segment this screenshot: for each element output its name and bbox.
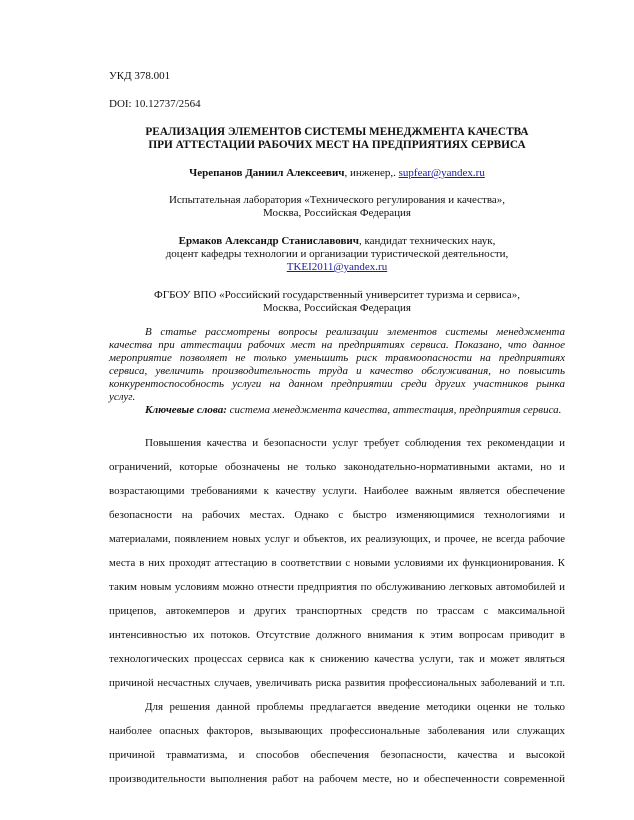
author-2-email-line [109,261,565,274]
author-1-affiliation-line-1: Испытательная лаборатория «Технического регулирования и качества», [168,194,506,206]
article-title-line-1: РЕАЛИЗАЦИЯ ЭЛЕМЕНТОВ СИСТЕМЫ МЕНЕДЖМЕНТА КАЧЕСТВА [145,126,529,138]
abstract-line: сервиса, увеличить производительность труда и качество обслуживания, но повысить [109,365,565,377]
body-line: ограничений, которые обозначены не только законодательно-нормативными актами, но и [109,461,565,473]
author-1-name: Черепанов Даниил Алексеевич [189,167,345,179]
author-1-email-link[interactable]: supfear@yandex.ru [398,167,485,179]
keywords-label: Ключевые слова: [145,404,227,416]
body-line: Повышения качества и безопасности услуг требует соблюдения тех рекомендации и [145,437,565,449]
author-2-position: доцент кафедры технологии и организации туристической деятельности, [165,248,509,260]
abstract-line: конкурентоспособность услуги на данном предприятии среди других участников рынка [109,378,565,390]
keywords-text: система менеджмента качества, аттестация, предприятия сервиса. [226,404,562,416]
body-line: Для решения данной проблемы предлагается введение методики оценки не только [145,701,565,713]
keywords [109,404,565,417]
body-line: безопасности на рабочих местах. Однако с быстро изменяющимися технологиями и [109,509,565,521]
author-2-affiliation-line-1: ФГБОУ ВПО «Российский государственный университет туризма и сервиса», [154,289,520,301]
body-line: наиболее опасных факторов, вызывающих профессиональные заболевания или служащих [109,725,565,737]
author-2-email-link[interactable]: TKEI2011@yandex.ru [286,261,388,273]
author-1-role: , инженер,. [344,167,399,179]
doi: DOI: 10.12737/2564 [109,98,201,110]
body-line: прицепов, автокемперов и других транспортных средств по трассам с максимальной [109,605,565,617]
body-line: технологических процессах сервиса как к снижению качества услуги, так и может являться [109,653,565,665]
udk-code: УКД 378.001 [109,70,171,82]
body-line: причиной травматизма, и способов обеспечения безопасности, качества и высокой [109,749,565,761]
article-title-line-2: ПРИ АТТЕСТАЦИИ РАБОЧИХ МЕСТ НА ПРЕДПРИЯТИЯХ СЕРВИСА [148,139,526,151]
body-line: материалами, появлением новых услуг и объектов, их реализующих, и прочее, не всегда рабочие [109,533,565,545]
body-line: места в них проходят аттестацию в соответствии с новыми условиями их функционирования. К [109,557,565,569]
body-line: возрастающими требованиями к качеству услуги. Наиболее важным является обеспечение [109,485,565,497]
author-2-name: Ермаков Александр Станиславович [178,235,359,247]
body-line: интенсивностью их потоков. Отсутствие должного внимания к этим вопросам приводит в [109,629,565,641]
abstract-line: качества при аттестации рабочих мест на предприятиях сервиса. Показано, что данное [109,339,565,351]
author-1 [109,167,565,180]
author-1-affiliation-line-2: Москва, Российская Федерация [263,207,411,219]
abstract-line: мероприятие позволяет не только уменьшить риск травмоопасности на предприятиях [109,352,565,364]
author-2-affiliation-line-2: Москва, Российская Федерация [263,302,411,314]
body-line: причиной несчастных случаев, увеличивать риска развития профессиональных заболеваний и т.п. [109,677,565,689]
abstract-line: услуг. [109,391,136,403]
abstract-line: В статье рассмотрены вопросы реализации элементов системы менеджмента [145,326,565,338]
body-line: таким новым условиям можно отнести предприятия по обслуживанию легковых автомобилей и [109,581,565,593]
body-line: производительности выполнения работ на рабочем месте, но и обеспеченности современной [109,773,565,785]
author-2-role: , кандидат технических наук, [358,235,496,247]
author-2 [109,235,565,248]
